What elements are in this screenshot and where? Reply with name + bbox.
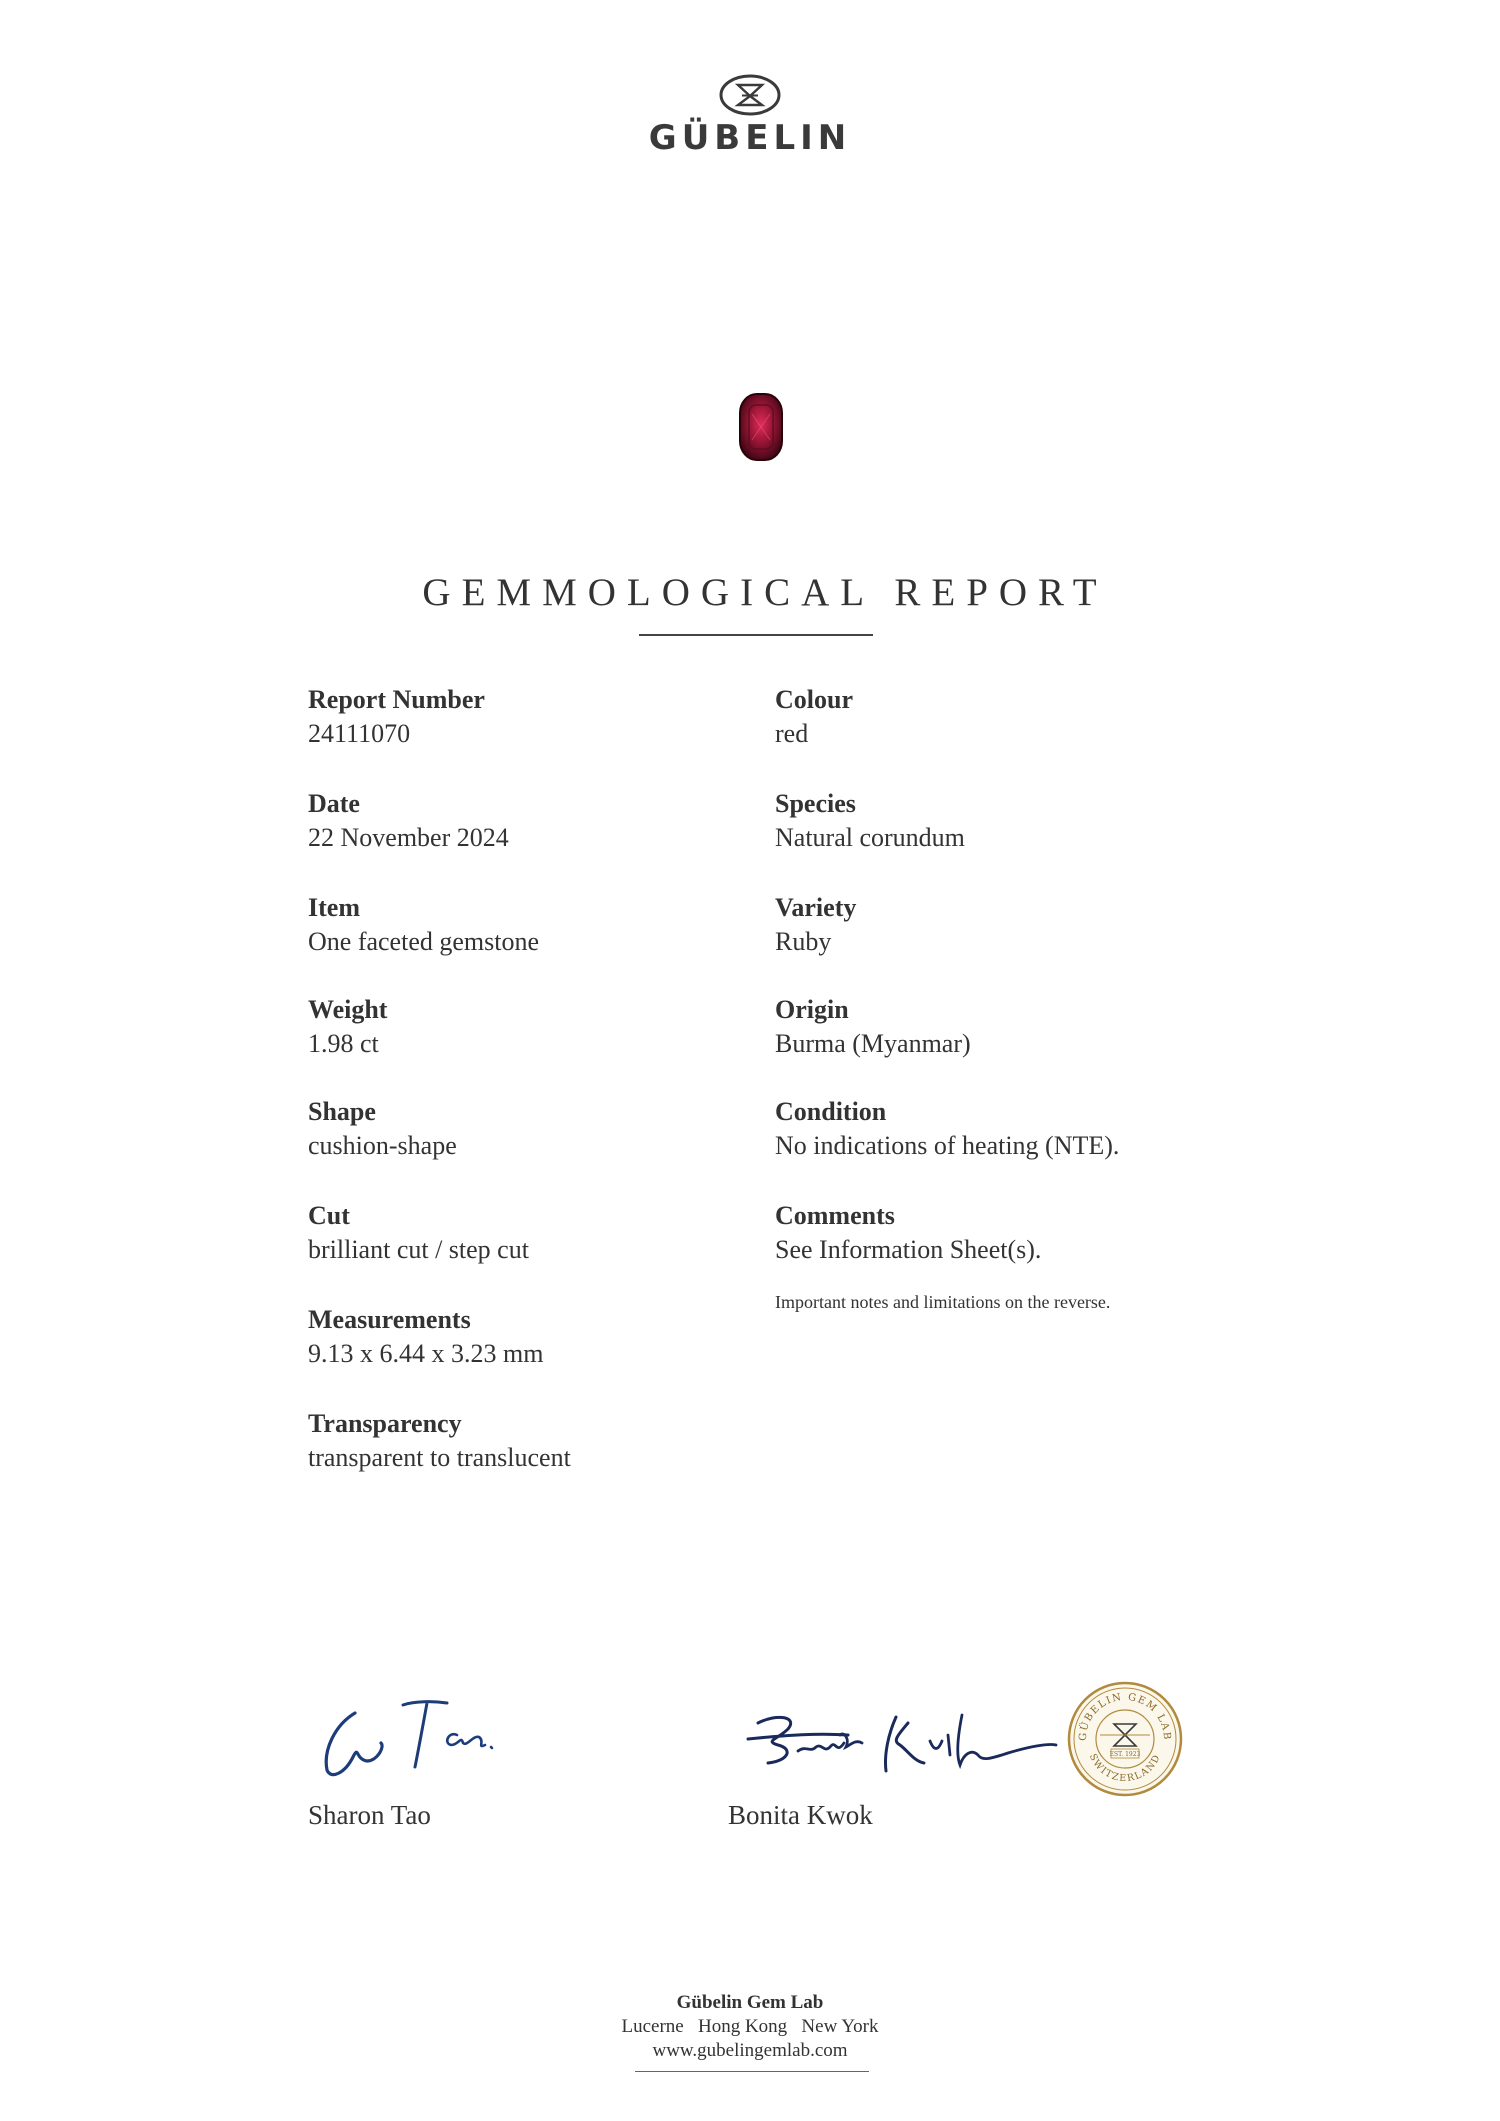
reverse-note: Important notes and limitations on the reverse. — [775, 1292, 1111, 1312]
footer-lab-name: Gübelin Gem Lab — [676, 1992, 824, 2013]
field-label: Comments — [775, 1201, 895, 1230]
field-label: Species — [775, 789, 856, 818]
field-shape — [308, 1095, 778, 1163]
field-variety — [775, 891, 1245, 959]
report-title: GEMMOLOGICAL REPORT — [422, 571, 1108, 614]
field-label: Shape — [308, 1097, 376, 1126]
lab-seal — [1066, 1680, 1184, 1798]
signature-bonita-kwok — [728, 1695, 1058, 1785]
field-label: Cut — [308, 1201, 350, 1230]
signer-name-right: Bonita Kwok — [728, 1800, 873, 1830]
field-measurements — [308, 1303, 778, 1371]
field-label: Condition — [775, 1097, 887, 1126]
field-label: Report Number — [308, 685, 485, 714]
field-label: Variety — [775, 893, 857, 922]
field-label: Date — [308, 789, 360, 818]
footer-website[interactable]: www.gubelingemlab.com — [652, 2040, 848, 2061]
field-value: Natural corundum — [775, 823, 965, 852]
field-colour — [775, 683, 1245, 751]
field-report-number — [308, 683, 778, 751]
field-date — [308, 787, 778, 855]
field-origin — [775, 993, 1245, 1061]
field-label: Weight — [308, 995, 388, 1024]
field-value: Ruby — [775, 927, 832, 956]
field-value: One faceted gemstone — [308, 927, 540, 956]
field-value: 24111070 — [308, 719, 411, 748]
field-label: Origin — [775, 995, 849, 1024]
field-value: 1.98 ct — [308, 1029, 379, 1058]
field-comments — [775, 1199, 1245, 1267]
field-transparency — [308, 1407, 778, 1475]
footer-divider — [635, 2071, 869, 2072]
field-value: Burma (Myanmar) — [775, 1029, 971, 1058]
field-value: transparent to translucent — [308, 1443, 571, 1472]
field-value: No indications of heating (NTE). — [775, 1131, 1120, 1160]
svg-text:SWITZERLAND: SWITZERLAND — [1086, 1752, 1164, 1785]
signature-sharon-tao — [315, 1695, 525, 1785]
field-label: Colour — [775, 685, 853, 714]
field-value: red — [775, 719, 809, 748]
field-value: 9.13 x 6.44 x 3.23 mm — [308, 1339, 544, 1368]
svg-text:EST. 1923: EST. 1923 — [1109, 1751, 1141, 1758]
field-value: cushion-shape — [308, 1131, 457, 1160]
field-weight — [308, 993, 778, 1061]
field-item — [308, 891, 778, 959]
field-value: See Information Sheet(s). — [775, 1235, 1042, 1264]
gemstone-image — [738, 392, 784, 462]
field-value: brilliant cut / step cut — [308, 1235, 529, 1264]
field-cut — [308, 1199, 778, 1267]
title-divider — [639, 634, 873, 636]
field-condition — [775, 1095, 1245, 1163]
field-species — [775, 787, 1245, 855]
signer-name-left: Sharon Tao — [308, 1800, 431, 1830]
field-label: Measurements — [308, 1305, 471, 1334]
brand-logo-icon — [718, 72, 782, 118]
field-label: Item — [308, 893, 360, 922]
svg-text:GÜBELIN GEM LAB: GÜBELIN GEM LAB — [1077, 1691, 1173, 1742]
brand-wordmark: GÜBELIN — [648, 118, 852, 158]
footer-locations: Lucerne Hong Kong New York — [621, 2016, 879, 2037]
field-label: Transparency — [308, 1409, 462, 1438]
field-value: 22 November 2024 — [308, 823, 509, 852]
